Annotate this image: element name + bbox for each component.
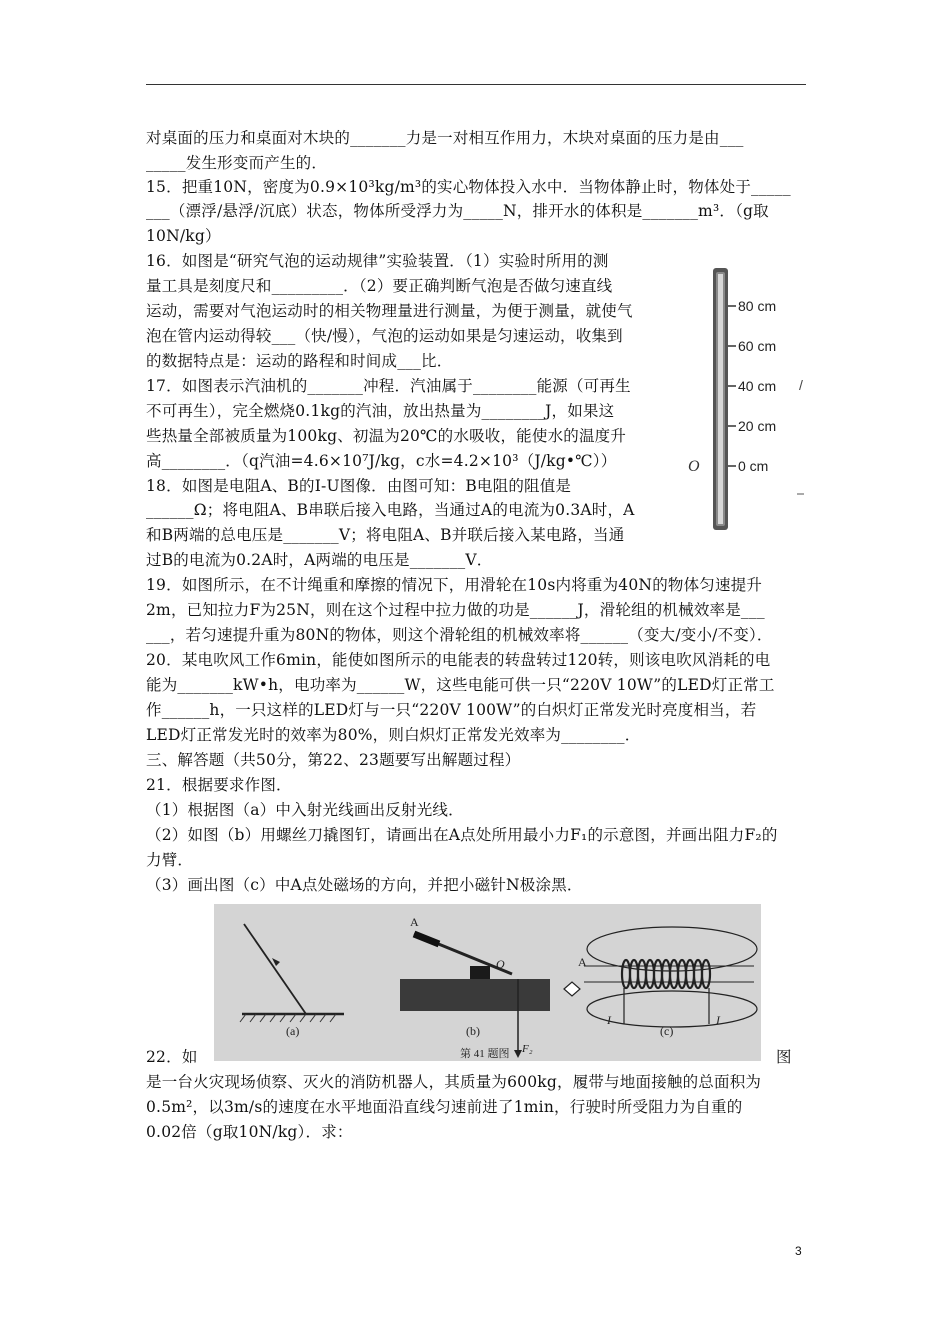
- label-O: O: [496, 957, 505, 971]
- label-I-left: I: [607, 1013, 611, 1027]
- q15-line: 15．把重10N，密度为0.9×10³kg/m³的实心物体投入水中．当物体静止时，物体处于_____: [146, 178, 791, 196]
- figure-caption: 第 41 题图: [460, 1048, 510, 1060]
- nail-head: [470, 966, 490, 979]
- q17-line: 17．如图表示汽油机的_______冲程．汽油属于________能源（可再生: [146, 377, 631, 395]
- bubble-tube-figure: [680, 262, 820, 534]
- text-line: 和B两端的总电压是_______V；将电阻A、B并联后接入某电路，当通: [146, 526, 625, 544]
- section-heading: 三、解答题（共50分，第22、23题要写出解题过程）: [146, 751, 521, 769]
- text-line: 作______h，一只这样的LED灯与一只“220V 100W”的白炽灯正常发光时亮度相当，若: [146, 701, 757, 719]
- label-A-c: A: [578, 955, 587, 969]
- text-line: _____发生形变而产生的．: [146, 154, 328, 172]
- q18-line: 18．如图是电阻A、B的I-U图像．由图可知：B电阻的阻值是: [146, 477, 572, 495]
- text-line: （1）根据图（a）中入射光线画出反射光线．: [146, 801, 464, 819]
- text-line: 10N/kg）: [146, 227, 221, 245]
- tick-label: 0 cm: [738, 458, 769, 474]
- tick-label: 60 cm: [738, 338, 777, 354]
- figure-41: [214, 904, 761, 1061]
- text-line: 不可再生），完全燃烧0.1kg的汽油，放出热量为________J，如果这: [146, 402, 615, 420]
- q22-line-start: 22．如: [146, 1048, 198, 1066]
- text-line: 泡在管内运动得较___（快/慢），气泡的运动如果是匀速运动，收集到: [146, 327, 623, 345]
- tube-highlight: [718, 274, 723, 524]
- q22-line-end: 图: [776, 1048, 792, 1066]
- label-b: (b): [466, 1024, 480, 1038]
- text-line: 高________．（q汽油=4.6×10⁷J/kg，c水=4.2×10³（J/kg•℃））: [146, 452, 617, 470]
- text-line: （2）如图（b）用螺丝刀撬图钉，请画出在A点处所用最小力F₁的示意图，并画出阻力F₂的: [146, 826, 778, 844]
- text-line: 能为_______kW•h，电功率为______W，这些电能可供一只“220V 10W”的LED灯正常工: [146, 676, 775, 694]
- label-c: (c): [660, 1024, 674, 1038]
- text-line: 的数据特点是：运动的路程和时间成___比．: [146, 352, 453, 370]
- q16-line: 16．如图是“研究气泡的运动规律”实验装置．（1）实验时所用的测: [146, 252, 609, 270]
- header-rule: [146, 84, 806, 85]
- text-line: 力臂．: [146, 851, 194, 869]
- text-line: LED灯正常发光时的效率为80%，则白炽灯正常发光效率为________．: [146, 726, 641, 744]
- label-A-b: A: [410, 915, 419, 929]
- tick-marks: [728, 306, 736, 466]
- q19-line: 19．如图所示，在不计绳重和摩擦的情况下，用滑轮在10s内将重为40N的物体匀速提升: [146, 576, 763, 594]
- page-number: 3: [795, 1244, 802, 1258]
- text-line: 0.5m²，以3m/s的速度在水平地面沿直线匀速前进了1min，行驶时所受阻力为自重的: [146, 1098, 743, 1116]
- tick-label: 40 cm: [738, 378, 777, 394]
- text-line: 量工具是刻度尺和_________．（2）要正确判断气泡是否做匀速直线: [146, 277, 613, 295]
- text-line: 0.02倍（g取10N/kg）．求：: [146, 1123, 353, 1141]
- tick-label: 20 cm: [738, 418, 777, 434]
- text-line: ___，若匀速提升重为80N的物体，则这个滑轮组的机械效率将______（变大/变小/不变）．: [146, 626, 773, 644]
- text-line: （3）画出图（c）中A点处磁场的方向，并把小磁针N极涂黑．: [146, 876, 583, 894]
- text-line: 对桌面的压力和桌面对木块的_______力是一对相互作用力，木块对桌面的压力是由___: [146, 129, 744, 147]
- text-line: 运动，需要对气泡运动时的相关物理量进行测量，为便于测量，就使气: [146, 302, 633, 320]
- text-line: 是一台火灾现场侦察、灭火的消防机器人，其质量为600kg，履带与地面接触的总面积为: [146, 1073, 762, 1091]
- label-a: (a): [286, 1024, 300, 1038]
- text-line: ___（漂浮/悬浮/沉底）状态，物体所受浮力为_____N，排开水的体积是_______m³．（g取: [146, 202, 769, 220]
- tick-label: 80 cm: [738, 298, 777, 314]
- origin-label: O: [688, 458, 700, 475]
- q20-line: 20．某电吹风工作6min，能使如图所示的电能表的转盘转过120转，则该电吹风消耗的电: [146, 651, 771, 669]
- label-F2: F₂: [522, 1043, 533, 1055]
- text-line: 2m，已知拉力F为25N，则在这个过程中拉力做的功是______J，滑轮组的机械效率是___: [146, 601, 765, 619]
- label-I-right: I: [716, 1013, 720, 1027]
- q21-line: 21．根据要求作图．: [146, 776, 292, 794]
- side-mark: /: [799, 377, 803, 393]
- text-line: ______Ω；将电阻A、B串联后接入电路，当通过A的电流为0.3A时，A: [146, 501, 635, 519]
- wood-board: [400, 979, 550, 1011]
- text-line: 些热量全部被质量为100kg、初温为20℃的水吸收，能使水的温度升: [146, 427, 627, 445]
- text-line: 过B的电流为0.2A时，A两端的电压是_______V．: [146, 551, 493, 569]
